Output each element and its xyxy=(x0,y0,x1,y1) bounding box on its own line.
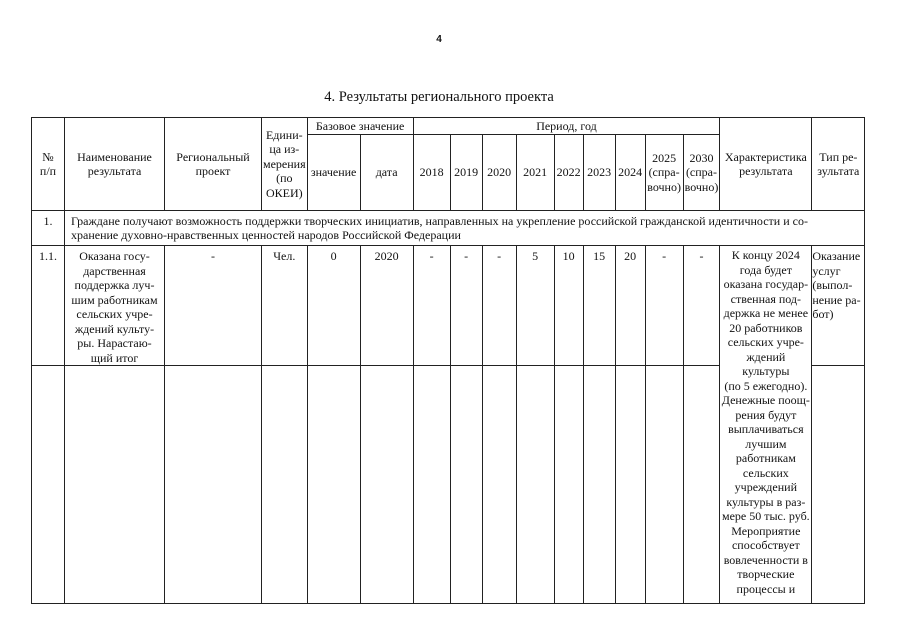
row-year-value: - xyxy=(482,246,516,366)
empty-cell xyxy=(645,366,683,604)
header-period: Период, год xyxy=(413,118,720,135)
header-base-date: дата xyxy=(360,135,413,211)
header-year-2030: 2030 (спра- вочно) xyxy=(683,135,720,211)
header-characteristic: Характеристика результата xyxy=(720,118,812,211)
header-project: Региональный проект xyxy=(165,118,262,211)
empty-cell xyxy=(812,366,865,604)
empty-cell xyxy=(65,366,165,604)
results-table xyxy=(31,117,865,604)
empty-cell xyxy=(583,366,615,604)
row-type: Оказание услуг (выпол- нение ра- бот) xyxy=(812,246,865,366)
row-year-value: 10 xyxy=(554,246,583,366)
header-base-value: значение xyxy=(307,135,360,211)
row-year-value: 20 xyxy=(615,246,645,366)
header-year-2025: 2025 (спра- вочно) xyxy=(645,135,683,211)
section-text: Граждане получают возможность поддержки творческих инициатив, направленных на укрепление российской гражданской идентичности и со- хранение духовно-нравственных ценностей народов Российской Федерации xyxy=(65,211,865,246)
header-num: № п/п xyxy=(32,118,65,211)
header-year: 2020 xyxy=(482,135,516,211)
row-num: 1.1. xyxy=(32,246,65,366)
row-characteristic: К концу 2024 года будет оказана государ- ственная под- держка не менее 20 работников сельских учре- ждений культуры (по 5 ежегодно). Денежные поощ- рения будут выплачиваться лучшим работникам сельских учреждений культуры в раз- мере 50 тыс. руб. Мероприятие способствует вовлеченности в творческие процессы и xyxy=(720,246,812,604)
empty-cell xyxy=(450,366,482,604)
header-type: Тип ре- зультата xyxy=(812,118,865,211)
empty-cell xyxy=(165,366,262,604)
header-year: 2021 xyxy=(516,135,554,211)
row-base-value: 0 xyxy=(307,246,360,366)
empty-cell xyxy=(683,366,720,604)
section-num: 1. xyxy=(32,211,65,246)
row-name: Оказана госу- дарственная поддержка луч- шим работникам сельских учре- ждений культу- ры. Нарастаю- щий итог xyxy=(65,246,165,366)
row-2025-value: - xyxy=(645,246,683,366)
empty-cell xyxy=(482,366,516,604)
section-title: 4. Результаты регионального проекта xyxy=(324,89,554,105)
header-year: 2024 xyxy=(615,135,645,211)
row-year-value: - xyxy=(413,246,450,366)
empty-cell xyxy=(413,366,450,604)
empty-cell xyxy=(262,366,308,604)
row-year-value: - xyxy=(450,246,482,366)
page-number: 4 xyxy=(436,34,442,45)
row-year-value: 5 xyxy=(516,246,554,366)
empty-cell xyxy=(307,366,360,604)
empty-cell xyxy=(554,366,583,604)
header-base: Базовое значение xyxy=(307,118,413,135)
header-year: 2018 xyxy=(413,135,450,211)
empty-cell xyxy=(516,366,554,604)
row-unit: Чел. xyxy=(262,246,308,366)
row-year-value: 15 xyxy=(583,246,615,366)
empty-cell xyxy=(32,366,65,604)
header-unit: Едини- ца из- мерения (по ОКЕИ) xyxy=(262,118,308,211)
empty-cell xyxy=(615,366,645,604)
empty-cell xyxy=(360,366,413,604)
row-2030-value: - xyxy=(683,246,720,366)
header-name: Наименование результата xyxy=(65,118,165,211)
header-year: 2022 xyxy=(554,135,583,211)
header-year: 2019 xyxy=(450,135,482,211)
row-base-date: 2020 xyxy=(360,246,413,366)
header-year: 2023 xyxy=(583,135,615,211)
row-project: - xyxy=(165,246,262,366)
